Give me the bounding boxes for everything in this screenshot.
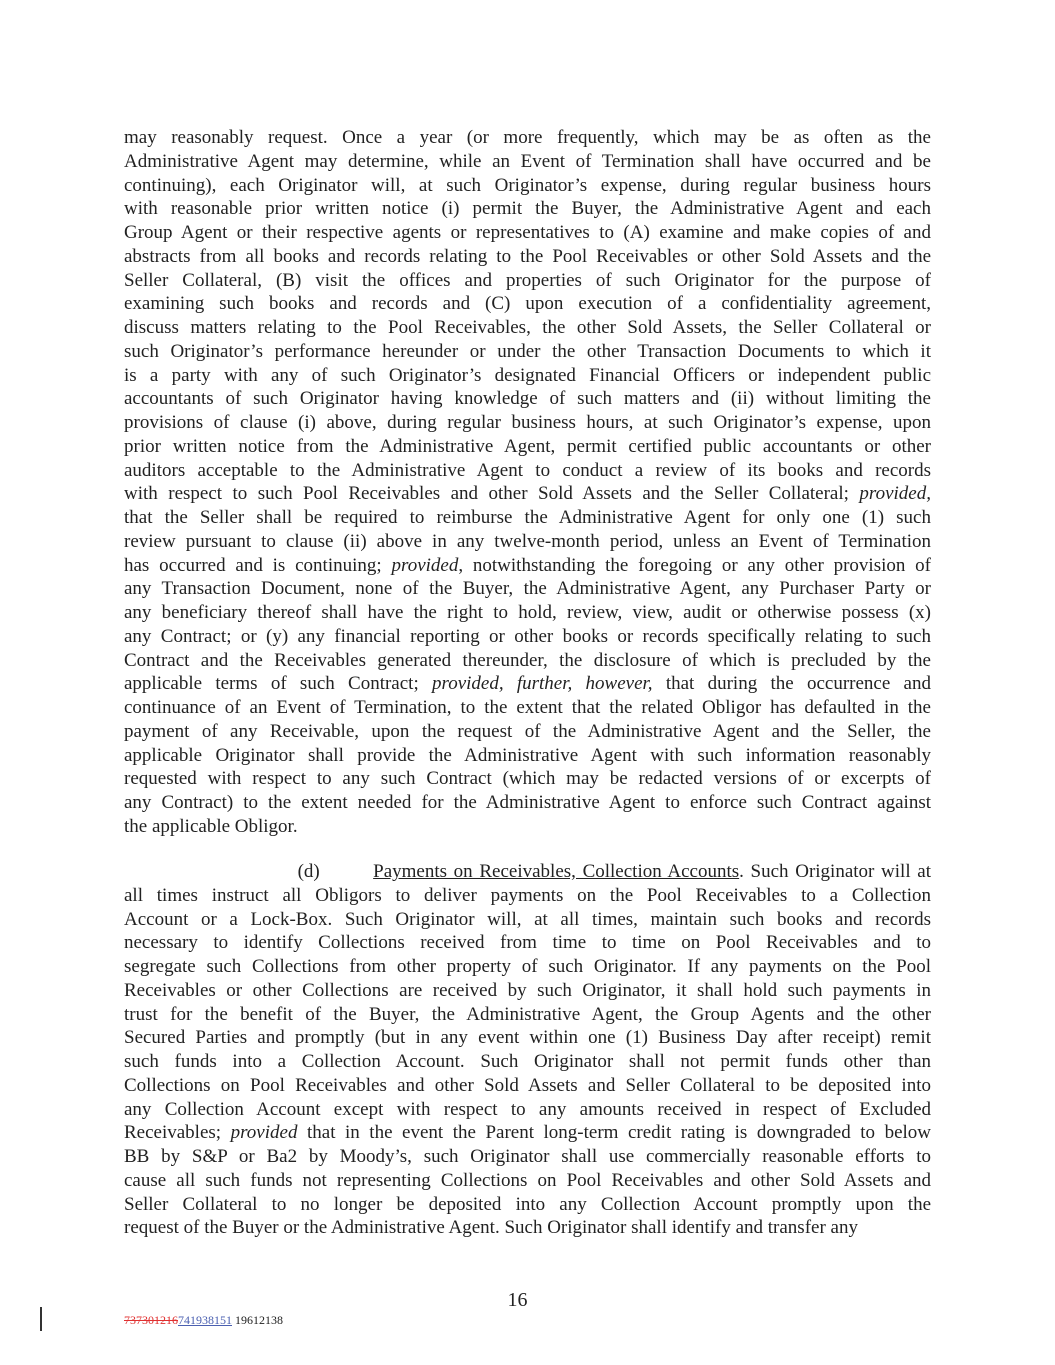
text-line (124, 1074, 931, 1098)
text-segment: such funds into a Collection Account. Such Originator shall not permit funds other than (124, 1051, 931, 1072)
text-segment: Group Agent or their respective agents or representatives to (A) examine and make copies of and (124, 222, 931, 243)
text-segment: auditors acceptable to the Administrative Agent to conduct a review of its books and records (124, 459, 931, 481)
text-segment: review pursuant to clause (ii) above in any twelve-month period, unless an Event of Termination (124, 530, 931, 552)
text-line (124, 931, 931, 955)
inserted-doc-id: 741938151 (178, 1313, 232, 1327)
text-line (124, 601, 931, 625)
text-segment: the applicable Obligor. (124, 815, 298, 837)
text-segment: segregate such Collections from other property of such Originator. If any payments on the Pool (124, 956, 931, 977)
text-line (124, 744, 931, 768)
text-segment: discuss matters relating to the Pool Receivables, the other Sold Assets, the Seller Collateral or (124, 317, 931, 338)
text-line (124, 364, 931, 388)
text-line (124, 1098, 931, 1122)
text-line (124, 435, 931, 459)
text-segment: prior written notice from the Administrative Agent, permit certified public accountants or other (124, 435, 931, 457)
text-line (124, 554, 931, 578)
text-segment: applicable terms of such Contract; (124, 673, 432, 695)
text-segment: Account or a Lock-Box. Such Originator will, at all times, maintain such books and records (124, 908, 931, 930)
text-line (124, 245, 931, 269)
text-segment: Contract and the Receivables generated thereunder, the disclosure of which is precluded by the (124, 649, 931, 671)
text-line (124, 767, 931, 791)
text-line (124, 316, 931, 340)
text-segment: with respect to such Pool Receivables and other Sold Assets and the Seller Collateral; (124, 483, 860, 505)
text-line (124, 815, 931, 839)
text-segment: continuance of an Event of Termination, to the extent that the related Obligor has defaulted in the (124, 697, 931, 718)
text-line (124, 197, 931, 221)
change-bar (40, 1307, 42, 1331)
text-line (124, 459, 931, 483)
text-line (124, 625, 931, 649)
text-line (124, 1169, 931, 1193)
text-segment: any Contract; or (y) any financial reporting or other books or records specifically relating to such (124, 625, 931, 647)
text-segment: abstracts from all books and records relating to the Pool Receivables or other Sold Assets and the (124, 245, 931, 267)
text-segment: Secured Parties and promptly (but in any event within one (1) Business Day after receipt) remit (124, 1027, 931, 1049)
text-segment: such Originator’s performance hereunder or under the other Transaction Documents to which it (124, 340, 931, 362)
text-segment: , notwithstanding the foregoing or any other provision of (458, 554, 932, 576)
text-line (124, 126, 931, 150)
text-segment: has occurred and is continuing; (124, 554, 392, 576)
text-line (124, 150, 931, 174)
text-segment: that in the event the Parent long-term credit rating is downgraded to below (297, 1122, 931, 1144)
document-footer-id (124, 1313, 283, 1328)
text-segment: with reasonable prior written notice (i) permit the Buyer, the Administrative Agent and each (124, 198, 931, 220)
text-segment: Seller Collateral to no longer be deposited into any Collection Account promptly upon the (124, 1193, 931, 1215)
text-line (124, 1193, 931, 1217)
text-segment: accountants of such Originator having knowledge of such matters and (ii) without limiting the (124, 388, 931, 410)
text-line (124, 955, 931, 979)
text-line (124, 482, 931, 506)
text-segment: trust for the benefit of the Buyer, the Administrative Agent, the Group Agents and the other (124, 1003, 931, 1025)
text-line (124, 1121, 931, 1145)
text-line (124, 791, 931, 815)
text-segment: applicable Originator shall provide the Administrative Agent with such information reasonably (124, 744, 931, 766)
text-line (124, 1216, 931, 1240)
text-segment: may reasonably request. Once a year (or more frequently, which may be as often as the (124, 127, 931, 148)
text-line (124, 979, 931, 1003)
text-line (124, 884, 931, 908)
text-line (124, 411, 931, 435)
text-segment: any Collection Account except with respect to any amounts received in respect of Excluded (124, 1098, 931, 1120)
text-line (124, 530, 931, 554)
text-line (124, 1050, 931, 1074)
italic-term: provided, (859, 483, 931, 505)
text-line (124, 292, 931, 316)
text-line (124, 860, 931, 884)
text-segment: provisions of clause (i) above, during regular business hours, at such Originator’s expense, upon (124, 412, 931, 433)
text-line (124, 506, 931, 530)
text-segment: BB by S&P or Ba2 by Moody’s, such Originator shall use commercially reasonable efforts to (124, 1146, 931, 1167)
text-line (124, 1145, 931, 1169)
text-segment: is a party with any of such Originator’s designated Financial Officers or independent public (124, 364, 931, 386)
text-line (124, 340, 931, 364)
text-line (124, 696, 931, 720)
text-segment: examining such books and records and (C) upon execution of a confidentiality agreement, (124, 293, 931, 315)
page-number: 16 (507, 1289, 528, 1311)
text-line (124, 269, 931, 293)
text-segment: all times instruct all Obligors to deliver payments on the Pool Receivables to a Collection (124, 884, 931, 906)
text-segment: Receivables; (124, 1122, 231, 1144)
italic-term: provided (230, 1122, 298, 1144)
text-segment: any Contract) to the extent needed for the Administrative Agent to enforce such Contract against (124, 792, 931, 813)
text-line (124, 174, 931, 198)
text-line (124, 1026, 931, 1050)
text-line (124, 221, 931, 245)
italic-term: provided (391, 554, 459, 576)
text-segment: (d) (124, 861, 374, 882)
text-segment: payment of any Receivable, upon the request of the Administrative Agent and the Seller, the (124, 720, 931, 742)
text-line (124, 387, 931, 411)
text-segment: Seller Collateral, (B) visit the offices and properties of such Originator for the purpose of (124, 269, 931, 291)
text-line (124, 577, 931, 601)
text-segment: . Such Originator will at (739, 861, 931, 882)
text-segment: that the Seller shall be required to reimburse the Administrative Agent for only one (1) such (124, 507, 931, 528)
text-segment: any beneficiary thereof shall have the right to hold, review, view, audit or otherwise possess (x) (124, 602, 931, 623)
text-line (124, 908, 931, 932)
italic-term: provided, further, however, (432, 673, 653, 695)
text-line (124, 720, 931, 744)
text-line (124, 672, 931, 696)
text-line (124, 1003, 931, 1027)
text-segment: Administrative Agent may determine, while an Event of Termination shall have occurred and be (124, 150, 931, 172)
text-segment: cause all such funds not representing Collections on Pool Receivables and other Sold Assets and (124, 1169, 931, 1191)
text-line (124, 649, 931, 673)
text-segment: request of the Buyer or the Administrative Agent. Such Originator shall identify and transfer any (124, 1217, 858, 1239)
text-segment: necessary to identify Collections received from time to time on Pool Receivables and to (124, 932, 931, 954)
text-segment: Collections on Pool Receivables and other Sold Assets and Seller Collateral to be deposited into (124, 1074, 931, 1096)
text-segment: that during the occurrence and (652, 673, 931, 695)
paragraph-payments-on-receivables (124, 860, 931, 1240)
section-heading: Payments on Receivables, Collection Accounts (373, 861, 740, 882)
text-segment: requested with respect to any such Contract (which may be redacted versions of or excerpts of (124, 768, 931, 790)
text-segment: Receivables or other Collections are received by such Originator, it shall hold such payments in (124, 979, 931, 1001)
deleted-doc-id: 737301216 (124, 1313, 178, 1327)
text-segment: any Transaction Document, none of the Buyer, the Administrative Agent, any Purchaser Party or (124, 578, 931, 600)
paragraph-inspection-rights (124, 126, 931, 839)
text-segment: continuing), each Originator will, at such Originator’s expense, during regular business hours (124, 174, 931, 196)
doc-id: 19612138 (232, 1313, 283, 1327)
